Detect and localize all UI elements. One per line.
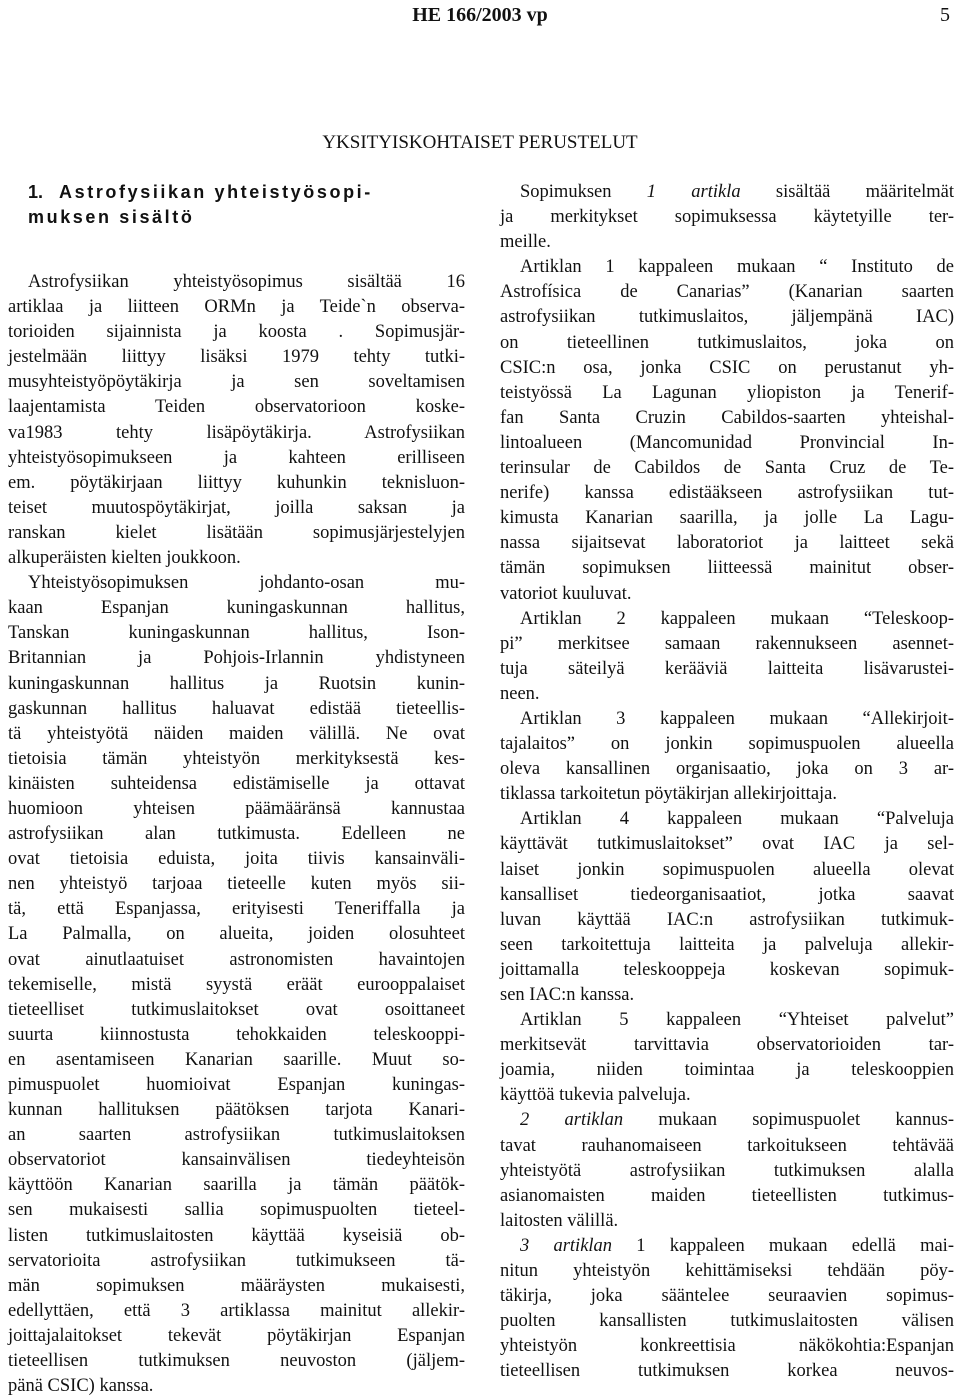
text-line: sen mukaisesti sallia sopimuspuolten tieteel-	[8, 1200, 465, 1221]
text-line: laiset jonkin sopimuspuolen alueella olevat	[500, 859, 954, 880]
text-line: neen.	[500, 683, 540, 704]
heading-line-2: muksen sisältö	[28, 207, 195, 227]
text-line: Tanskan kuningaskunnan hallitus, Ison-	[8, 623, 465, 644]
text-line: tä, että Espanjassa, erityisesti Teneriffalla ja	[8, 899, 465, 920]
text-line: gaskunnan hallitus haluavat edistää tieteellis-	[8, 698, 465, 719]
text-line: ovat tietoisia eduista, joita tiivis kansainväli-	[8, 849, 465, 870]
text-line: pi” merkitsee samaan rakennukseen asennet-	[500, 633, 954, 654]
text-line: tämän sopimuksen liitteessä mainitut obser-	[500, 558, 954, 579]
heading-number: 1.	[28, 182, 44, 202]
text-line: alkuperäisten kielten joukkoon.	[8, 548, 241, 569]
text-line: oleva kansallinen organisaatio, joka on 3 ar-	[500, 759, 954, 780]
text-line: astrofysiikan alan tutkimusta. Edelleen ne	[8, 824, 465, 845]
page-number: 5	[940, 4, 950, 26]
right-body	[500, 205, 954, 1108]
text-line: kinäisten suhteidensa edistämiselle ja ottavat	[8, 773, 465, 794]
document-id: HE 166/2003 vp	[412, 4, 548, 26]
text-line: yhteistyön konkreettisia näkökohtia:Espanjan	[500, 1336, 954, 1357]
text-line: 3 artiklan 1 kappaleen mukaan edellä mai-	[520, 1235, 954, 1256]
text-line: huomioon yhteisen päämääränsä kannustaa	[8, 798, 465, 819]
text-line: joamia, niiden toimintaa ja teleskooppien	[500, 1060, 954, 1081]
text-line: nitun yhteistyön kehittämiseksi tehdään pöy-	[500, 1261, 954, 1282]
text-line: nerife) kanssa edistääkseen astrofysiikan tut-	[500, 483, 954, 504]
text-line: nassa sijaitsevat laboratoriot ja laitteet sekä	[500, 533, 954, 554]
text-line: täkirja, joka sääntelee seuraavien sopimus-	[500, 1286, 954, 1307]
text-line: en asentamiseen Kanarian saarille. Muut so-	[8, 1049, 465, 1070]
right-body	[500, 1134, 954, 1234]
text-line: teiset muutospöytäkirjat, joilla saksan ja	[8, 497, 465, 518]
subsection-heading	[8, 180, 465, 230]
text-line: tieteellisen tutkimuksen neuvoston (jäljem-	[8, 1351, 465, 1372]
left-body	[8, 270, 465, 1399]
page-header	[0, 0, 960, 36]
text-line: sen IAC:n kanssa.	[500, 985, 635, 1005]
text-line: La Palmalla, on alueita, joiden olosuhteet	[8, 924, 465, 945]
text-line: tiklassa tarkoitetun pöytäkirjan allekirjoittaja.	[500, 784, 838, 805]
text-line: tuja säteilyä kerääviä laitteita lisävarustei-	[500, 658, 954, 679]
text-line: Astrofysiikan yhteistyösopimus sisältää 16	[28, 272, 465, 292]
text-line: kimusta Kanarian saarilla, ja jolle La Lagu-	[500, 508, 954, 529]
text-line: seen tarkoitettuja laitteita ja palveluja allekir-	[500, 934, 954, 955]
text-line: laitosten välillä.	[500, 1210, 619, 1231]
text-line: tietoisia tämän yhteistyön merkityksestä kes-	[8, 748, 465, 769]
text-line: Astrofísica de Canarias” (Kanarian saarten	[500, 282, 954, 303]
text-line: teistyössä La Lagunan yliopiston ja Tenerif-	[500, 382, 954, 403]
text-line: merkitsevät tarvittavia observatorioiden tar-	[500, 1035, 954, 1056]
text-line: kunnan hallituksen päätöksen tarjota Kanari-	[8, 1100, 465, 1121]
text-line: vatoriot kuuluvat.	[500, 583, 632, 604]
text-line: nen yhteistyö tarjoaa tieteelle kuten myös sii-	[8, 874, 465, 895]
text-line: astrofysiikan tutkimuslaitos, jäljempänä IAC)	[500, 307, 954, 328]
text-line: tavat rauhanomaiseen tarkoitukseen tehtävää	[500, 1135, 954, 1156]
text-line: ranskan kielet lisätään sopimusjärjestelyjen	[8, 522, 465, 543]
text-line: jestelmään liittyy lisäksi 1979 tehty tutki-	[8, 347, 465, 368]
text-line: yhteistyötä astrofysiikan tutkimuksen alalla	[500, 1160, 954, 1181]
text-line: käyttöä tukevia palveluja.	[500, 1085, 691, 1106]
text-line: on tieteellinen tutkimuslaitos, joka on	[500, 332, 954, 353]
text-line: yhteistyösopimukseen ja kahteen erilliseen	[8, 447, 465, 468]
text-line: terinsular de Cabildos de Santa Cruz de Te-	[500, 458, 954, 479]
text-line: kansalliset tiedeorganisaatiot, jotka saavat	[500, 884, 954, 905]
article-ref: 1 artikla	[646, 182, 741, 202]
text-line: fan Santa Cruzin Cabildos-saarten yhteishal-	[500, 407, 954, 428]
text-line: ja merkitykset sopimuksessa käytetyille ter-	[500, 207, 954, 228]
text-line: Artiklan 2 kappaleen mukaan “Teleskoop-	[520, 608, 954, 629]
text-line: tieteellisen tutkimuksen korkea neuvos-	[500, 1361, 954, 1382]
text-line: kaan Espanjan kuningaskunnan hallitus,	[8, 598, 465, 619]
text-line: Artiklan 3 kappaleen mukaan “Allekirjoit-	[520, 708, 954, 729]
text-line: asianomaisten maiden tieteellisten tutkimus-	[500, 1185, 954, 1206]
text-line: artiklaa ja liitteen ORMn ja Teide`n observa-	[8, 297, 465, 318]
text-line: va1983 tehty lisäpöytäkirja. Astrofysiikan	[8, 422, 465, 443]
text-line: tieteelliset tutkimuslaitokset ovat osoittaneet	[8, 999, 465, 1020]
text-line: an saarten astrofysiikan tutkimuslaitoksen	[8, 1125, 465, 1146]
text-line: suurta kiinnostusta tehokkaiden teleskooppi-	[8, 1024, 465, 1045]
text-line: joittamalla teleskooppeja koskevan sopimuk-	[500, 959, 954, 980]
text-line: listen tutkimuslaitosten käyttää kyseisiä ob-	[8, 1225, 465, 1246]
text-line: Artiklan 1 kappaleen mukaan “ Instituto de	[520, 257, 954, 278]
text-line: meille.	[500, 232, 551, 253]
text-line: Artiklan 4 kappaleen mukaan “Palveluja	[520, 809, 954, 830]
right-body	[500, 1259, 954, 1384]
text-line: servatorioita astrofysiikan tutkimukseen tä-	[8, 1250, 465, 1271]
text-line: tä yhteistyötä näiden maiden välillä. Ne ovat	[8, 723, 465, 744]
text-line: tekemiselle, mistä syystä eräät eurooppalaiset	[8, 974, 465, 995]
text-line: torioiden sijainnista ja koosta . Sopimusjär-	[8, 322, 465, 343]
text-line: Britannian ja Pohjois-Irlannin yhdistyneen	[8, 648, 465, 669]
text-line: edellyttäen, että 3 artiklassa mainitut allekir-	[8, 1300, 465, 1321]
text-line: em. pöytäkirjaan liittyy kuhunkin teknisluon-	[8, 472, 465, 493]
text-line: laajentamista Teiden observatorioon koske-	[8, 397, 465, 418]
text-line: pimuspuolet huomioivat Espanjan kuningas-	[8, 1075, 465, 1095]
text-line: ovat ainutlaatuiset astronomisten havaintojen	[8, 949, 465, 970]
text-line: musyhteistyöpöytäkirja ja sen soveltamisen	[8, 372, 465, 393]
text-line: pänä CSIC) kanssa.	[8, 1376, 154, 1397]
text-line: CSIC:n osa, jonka CSIC on perustanut yh-	[500, 357, 954, 378]
text-line: puolten kansallisten tutkimuslaitosten välisen	[500, 1311, 954, 1332]
heading-line-1: Astrofysiikan yhteistyösopi-	[59, 182, 373, 202]
right-column	[500, 180, 954, 1385]
text-line: tajalaitos” on jonkin sopimuspuolen alueella	[500, 734, 954, 755]
text-line: Artiklan 5 kappaleen “Yhteiset palvelut”	[520, 1010, 954, 1031]
text-line: kuningaskunnan hallitus ja Ruotsin kunin-	[8, 673, 465, 694]
text-line: joittajalaitokset tekevät pöytäkirjan Espanjan	[8, 1325, 465, 1346]
text-line: luvan käyttää IAC:n astrofysiikan tutkimuk-	[500, 909, 954, 930]
text-line: käyttävät tutkimuslaitokset” ovat IAC ja sel-	[500, 834, 954, 855]
text-line: lintoalueen (Mancomunidad Pronvincial In-	[500, 432, 954, 453]
article-ref: 3 artiklan	[520, 1235, 613, 1256]
text-line: käyttöön Kanarian saarilla ja tämän päätök-	[8, 1175, 465, 1196]
section-title: YKSITYISKOHTAISET PERUSTELUT	[322, 132, 638, 153]
article-ref: 2 artiklan	[520, 1110, 624, 1131]
text-line: Sopimuksen 1 artikla sisältää määritelmät	[520, 182, 954, 202]
text-line: män sopimuksen määräysten mukaisesti,	[8, 1275, 465, 1296]
left-column	[8, 180, 465, 1399]
text-line: 2 artiklan mukaan sopimuspuolet kannus-	[520, 1110, 954, 1131]
text-line: observatoriot kansainvälisen tiedeyhteisön	[8, 1150, 465, 1171]
text-line: Yhteistyösopimuksen johdanto-osan mu-	[28, 573, 465, 594]
